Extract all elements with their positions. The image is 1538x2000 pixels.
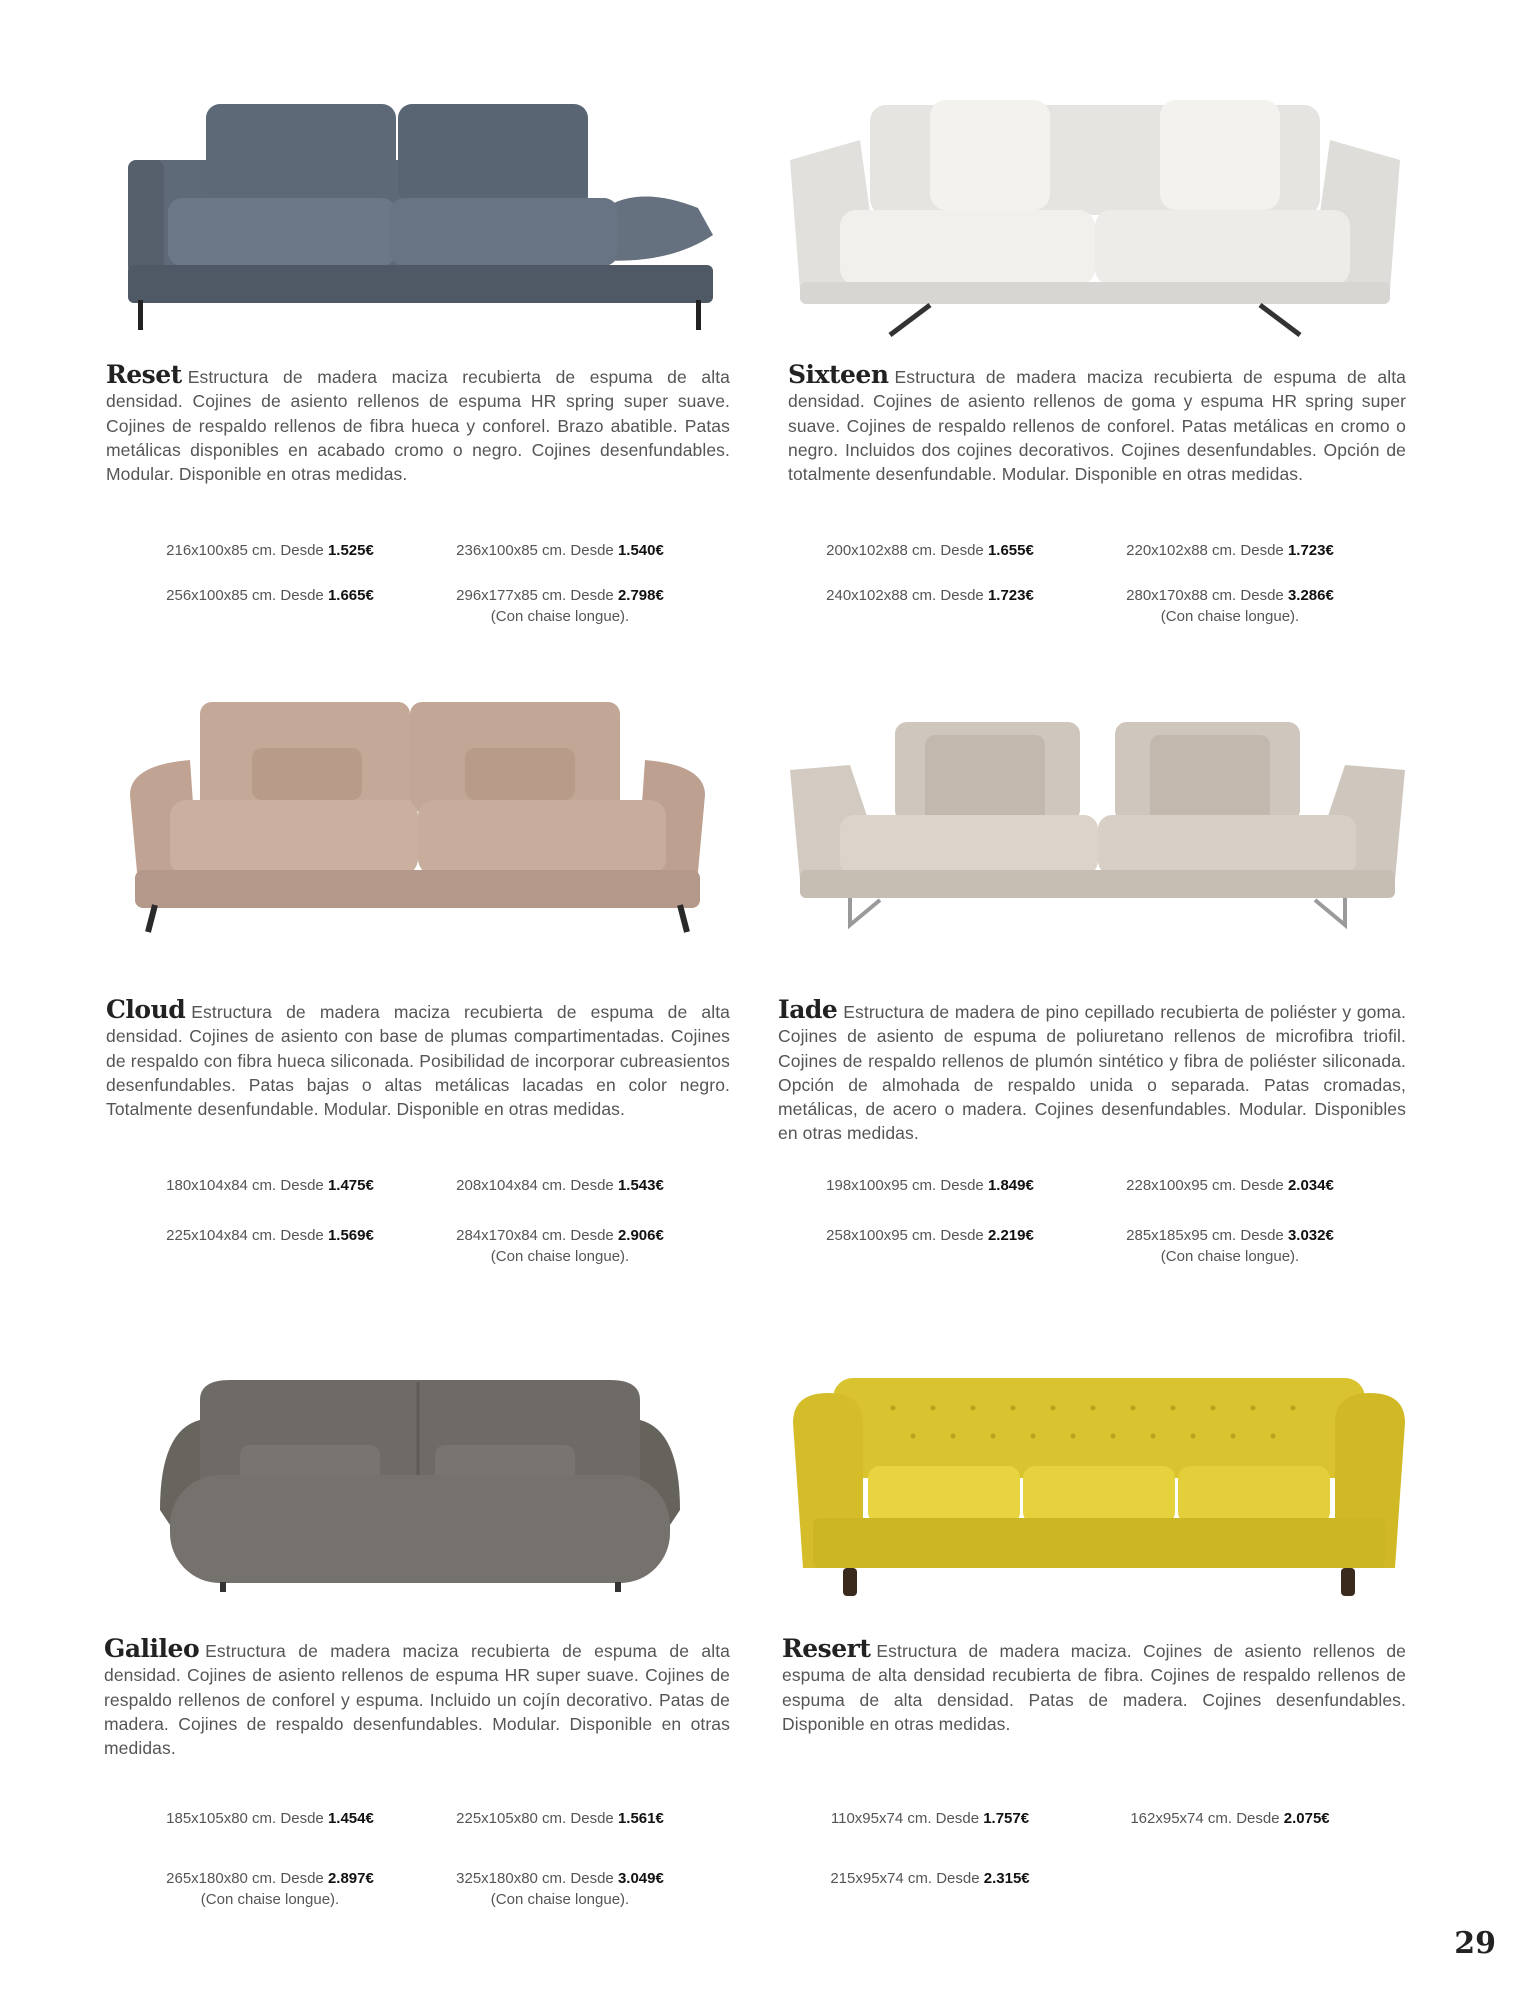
product-image-iade [790,720,1405,930]
price-note: (Con chaise longue). [200,1891,340,1908]
price-value: 1.723€ [1287,542,1334,559]
price-line [800,1808,1060,1829]
price-size: 225x104x84 cm. Desde [166,1227,324,1244]
price-size: 185x105x80 cm. Desde [166,1810,324,1827]
price-size: 325x180x80 cm. Desde [456,1870,614,1887]
price-size: 208x104x84 cm. Desde [456,1177,614,1194]
price-line [430,1808,690,1829]
product-name: Cloud [106,995,186,1024]
price-value: 2.798€ [617,587,664,604]
price-line [140,1808,400,1829]
price-line [430,585,690,627]
price-line [1100,540,1360,561]
sofa-illustration [790,720,1405,930]
sofa-illustration [130,700,705,935]
product-name: Iade [778,995,838,1024]
price-value: 1.849€ [987,1177,1034,1194]
price-size: 225x105x80 cm. Desde [456,1810,614,1827]
product-name: Reset [106,360,182,389]
price-line [140,1868,400,1910]
price-line [800,540,1060,561]
price-line [430,540,690,561]
sofa-illustration [790,100,1400,340]
price-size: 236x100x85 cm. Desde [456,542,614,559]
price-line [1100,1175,1360,1196]
price-value: 1.655€ [987,542,1034,559]
price-value: 1.454€ [327,1810,374,1827]
price-value: 3.032€ [1287,1227,1334,1244]
product-name: Sixteen [788,360,889,389]
sofa-illustration [160,1370,680,1595]
product-image-resert [793,1378,1405,1600]
price-size: 284x170x84 cm. Desde [456,1227,614,1244]
price-value: 3.049€ [617,1870,664,1887]
description-text: Estructura de madera maciza. Cojines de asiento rellenos de espuma de alta densidad recubierta de fibra. Cojines de respaldo rellenos de espuma de alta densidad. Patas de madera. Cojines desenfundables. Disponible en otras medidas. [782,1641,1406,1734]
price-size: 258x100x95 cm. Desde [826,1227,984,1244]
product-description-reset [106,360,730,486]
price-note: (Con chaise longue). [1160,608,1300,625]
sofa-illustration [128,100,718,335]
price-note: (Con chaise longue). [490,1891,630,1908]
description-text: Estructura de madera maciza recubierta de espuma de alta densidad. Cojines de asiento con base de plumas compartimentadas. Cojines de respaldo con fibra hueca siliconada. Posibilidad de incorporar cubreasientos desenfundables. Patas bajas o altas metálicas lacadas en color negro. Totalmente desenfundable. Modular. Disponible en otras medidas. [106,1002,730,1120]
price-size: 296x177x85 cm. Desde [456,587,614,604]
price-size: 256x100x85 cm. Desde [166,587,324,604]
price-line [140,540,400,561]
price-size: 198x100x95 cm. Desde [826,1177,984,1194]
price-value: 2.906€ [617,1227,664,1244]
product-description-cloud [106,995,730,1121]
price-size: 162x95x74 cm. Desde [1130,1810,1280,1827]
price-value: 3.286€ [1287,587,1334,604]
price-line [140,585,400,606]
product-description-sixteen [788,360,1406,486]
price-value: 1.525€ [327,542,374,559]
price-value: 1.543€ [617,1177,664,1194]
price-value: 2.075€ [1283,1810,1330,1827]
price-value: 2.897€ [327,1870,374,1887]
price-line [800,1175,1060,1196]
product-description-galileo [104,1634,730,1760]
description-text: Estructura de madera maciza recubierta de espuma de alta densidad. Cojines de asiento rellenos de goma y espuma HR spring super suave. Cojines de respaldo rellenos de conforel. Patas metálicas en cromo o negro. Incluidos dos cojines decorativos. Cojines desenfundables. Opción de totalmente desenfundable. Modular. Disponible en otras medidas. [788,367,1406,485]
product-image-galileo [160,1370,680,1595]
price-line [1100,1808,1360,1829]
product-image-cloud [130,700,705,935]
product-image-reset [128,100,718,335]
price-size: 110x95x74 cm. Desde [830,1810,980,1827]
price-size: 240x102x88 cm. Desde [826,587,984,604]
price-size: 200x102x88 cm. Desde [826,542,984,559]
price-value: 1.665€ [327,587,374,604]
price-value: 1.540€ [617,542,664,559]
price-value: 2.315€ [983,1870,1030,1887]
description-text: Estructura de madera maciza recubierta de espuma de alta densidad. Cojines de asiento rellenos de espuma HR spring super suave. Cojines de respaldo rellenos de fibra hueca y conforel. Brazo abatible. Patas metálicas disponibles en acabado cromo o negro. Cojines desenfundables. Modular. Disponible en otras medidas. [106,367,730,485]
price-line [800,1225,1060,1246]
product-name: Galileo [104,1634,200,1663]
price-line [430,1175,690,1196]
price-line [800,585,1060,606]
description-text: Estructura de madera maciza recubierta de espuma de alta densidad. Cojines de asiento rellenos de espuma HR super suave. Cojines de respaldo rellenos de conforel y espuma. Incluido un cojín decorativo. Patas de madera. Cojines de respaldo desenfundables. Modular. Disponible en otras medidas. [104,1641,730,1759]
price-value: 1.757€ [983,1810,1030,1827]
price-size: 285x185x95 cm. Desde [1126,1227,1284,1244]
price-line [430,1868,690,1910]
price-size: 216x100x85 cm. Desde [166,542,324,559]
sofa-illustration [793,1378,1405,1600]
price-size: 265x180x80 cm. Desde [166,1870,324,1887]
price-line [800,1868,1060,1889]
price-size: 180x104x84 cm. Desde [166,1177,324,1194]
product-description-resert [782,1634,1406,1736]
product-name: Resert [782,1634,871,1663]
price-value: 1.561€ [617,1810,664,1827]
price-line [430,1225,690,1267]
description-text: Estructura de madera de pino cepillado recubierta de poliéster y goma. Cojines de asiento de espuma de poliuretano rellenos de microfibra triofil. Cojines de respaldo rellenos de plumón sintético y fibra de poliéster siliconada. Opción de almohada de respaldo unida o separada. Patas cromadas, metálicas, de acero o madera. Cojines desenfundables. Modular. Disponibles en otras medidas. [778,1002,1406,1144]
page-number: 29 [1454,1926,1496,1961]
price-value: 1.569€ [327,1227,374,1244]
product-description-iade [778,995,1406,1146]
price-line [1100,1225,1360,1267]
price-value: 1.475€ [327,1177,374,1194]
price-value: 2.034€ [1287,1177,1334,1194]
price-size: 220x102x88 cm. Desde [1126,542,1284,559]
price-size: 280x170x88 cm. Desde [1126,587,1284,604]
price-size: 228x100x95 cm. Desde [1126,1177,1284,1194]
price-value: 1.723€ [987,587,1034,604]
price-note: (Con chaise longue). [490,1248,630,1265]
price-note: (Con chaise longue). [490,608,630,625]
price-line [140,1175,400,1196]
price-value: 2.219€ [987,1227,1034,1244]
price-note: (Con chaise longue). [1160,1248,1300,1265]
product-image-sixteen [790,100,1400,340]
price-size: 215x95x74 cm. Desde [830,1870,980,1887]
price-line [140,1225,400,1246]
price-line [1100,585,1360,627]
